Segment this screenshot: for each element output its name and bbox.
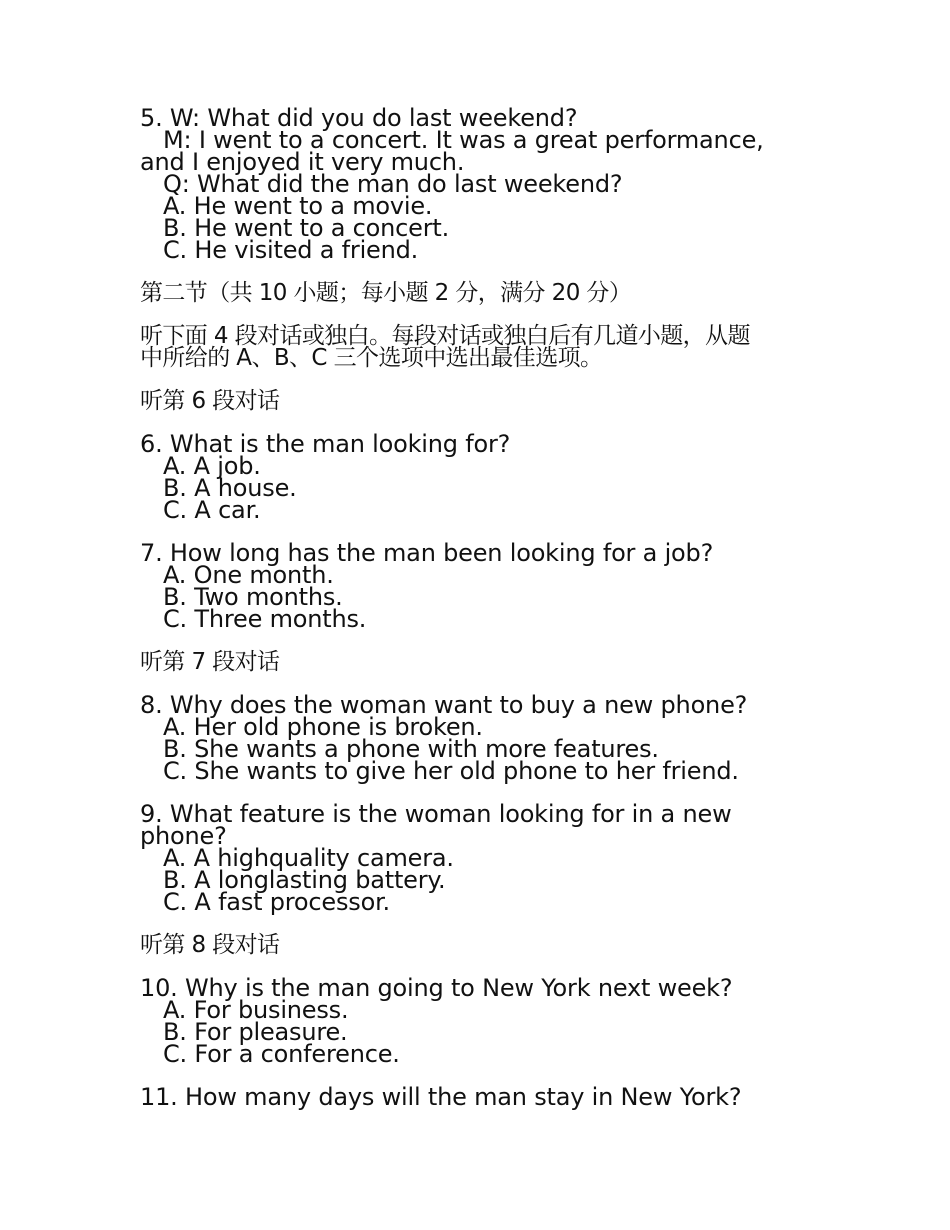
question-9-option-a: A. A highquality camera. <box>163 844 454 872</box>
question-6-option-c: C. A car. <box>163 496 261 524</box>
question-5-man-line: M: I went to a concert. It was a great performance, <box>163 126 764 154</box>
question-10-option-a: A. For business. <box>163 996 349 1024</box>
question-7-option-a: A. One month. <box>163 561 334 589</box>
section-2-title-block <box>140 282 820 304</box>
question-5-question-line: Q: What did the man do last weekend? <box>163 170 623 198</box>
section-2-instruction-line-2: 中所给的 A、B、C 三个选项中选出最佳选项。 <box>140 345 603 371</box>
question-7-text: 7. How long has the man been looking for a job? <box>140 539 714 567</box>
question-10 <box>140 974 820 1068</box>
question-10-option-b: B. For pleasure. <box>163 1018 348 1046</box>
question-6-option-a: A. A job. <box>163 452 261 480</box>
question-6-option-b: B. A house. <box>163 474 297 502</box>
question-8-option-a: A. Her old phone is broken. <box>163 713 483 741</box>
question-5-option-a: A. He went to a movie. <box>163 192 433 220</box>
question-7-option-c: C. Three months. <box>163 605 367 633</box>
question-5-man-line-cont: and I enjoyed it very much. <box>140 148 465 176</box>
question-9-option-c: C. A fast processor. <box>163 888 390 916</box>
question-5-woman-line: 5. W: What did you do last weekend? <box>140 104 578 132</box>
question-8-text: 8. Why does the woman want to buy a new phone? <box>140 691 748 719</box>
dialog-7-heading: 听第 7 段对话 <box>140 649 280 675</box>
section-2-instructions <box>140 325 820 369</box>
question-9 <box>140 800 820 916</box>
section-2-instruction-line-1: 听下面 4 段对话或独白。每段对话或独白后有几道小题，从题 <box>140 323 750 349</box>
question-8 <box>140 691 820 785</box>
question-7-option-b: B. Two months. <box>163 583 343 611</box>
question-8-option-c: C. She wants to give her old phone to her friend. <box>163 757 739 785</box>
question-11 <box>140 1083 820 1111</box>
question-10-text: 10. Why is the man going to New York next week? <box>140 974 733 1002</box>
question-8-option-b: B. She wants a phone with more features. <box>163 735 659 763</box>
section-2-title: 第二节（共 10 小题；每小题 2 分，满分 20 分） <box>140 280 632 306</box>
question-9-text-line-2: phone? <box>140 822 227 850</box>
document-content <box>140 104 820 1129</box>
question-9-option-b: B. A longlasting battery. <box>163 866 446 894</box>
question-5-option-c: C. He visited a friend. <box>163 236 419 264</box>
dialog-8-heading-block <box>140 934 820 956</box>
dialog-6-heading-block <box>140 390 820 412</box>
dialog-8-heading: 听第 8 段对话 <box>140 932 280 958</box>
question-10-option-c: C. For a conference. <box>163 1040 400 1068</box>
question-7 <box>140 539 820 633</box>
dialog-6-heading: 听第 6 段对话 <box>140 388 280 414</box>
question-11-text: 11. How many days will the man stay in New York? <box>140 1083 742 1111</box>
question-9-text-line-1: 9. What feature is the woman looking for in a new <box>140 800 732 828</box>
question-5-option-b: B. He went to a concert. <box>163 214 450 242</box>
question-6 <box>140 430 820 524</box>
question-6-text: 6. What is the man looking for? <box>140 430 511 458</box>
dialog-7-heading-block <box>140 651 820 673</box>
question-5 <box>140 104 820 264</box>
